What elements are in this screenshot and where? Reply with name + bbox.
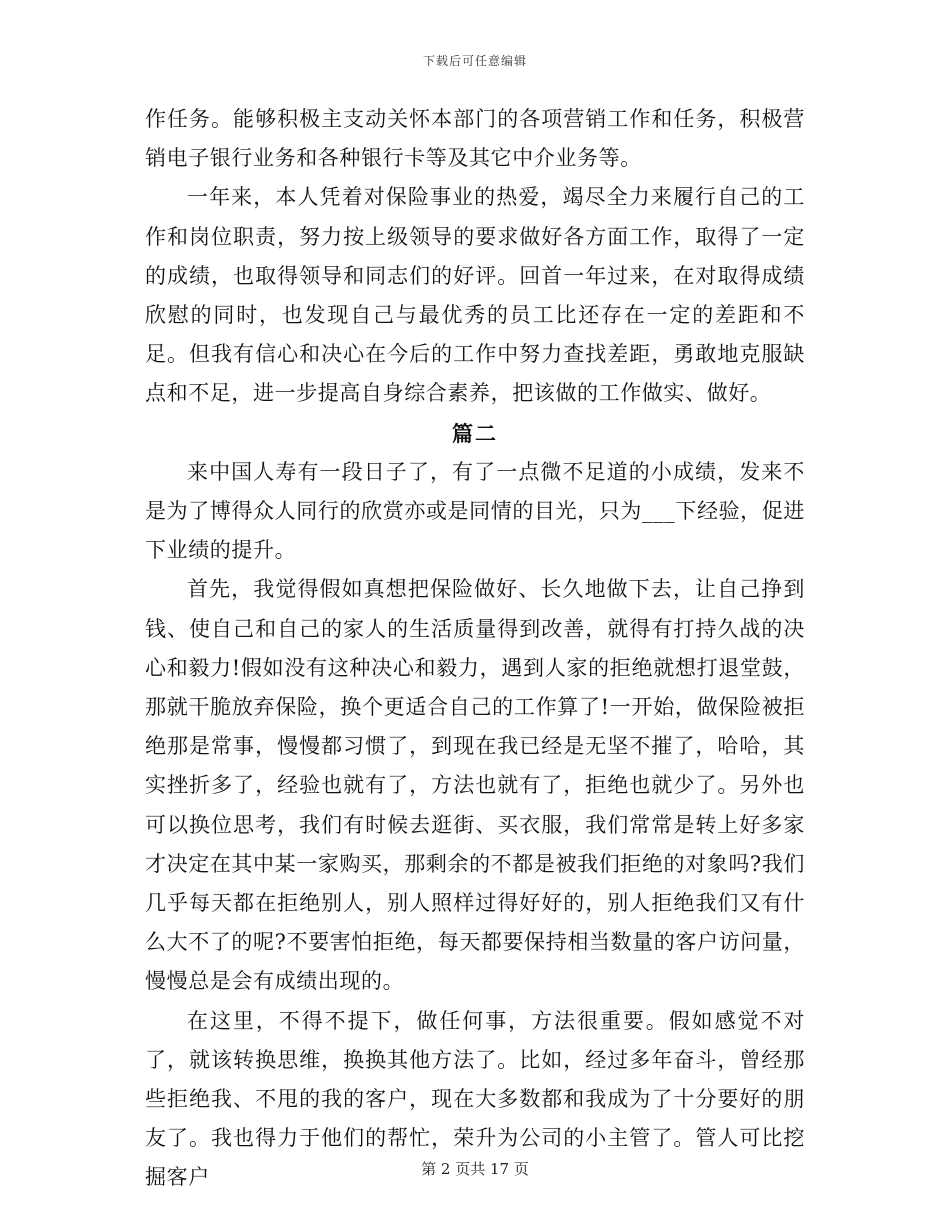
document-body — [145, 100, 805, 1198]
paragraph-3: 来中国人寿有一段日子了，有了一点微不足道的小成绩，发来不是为了博得众人同行的欣赏亦或是同情的目光，只为___下经验，促进下业绩的提升。 — [145, 459, 805, 563]
paragraph-1: 作任务。能够积极主支动关怀本部门的各项营销工作和任务，积极营销电子银行业务和各种银行卡等及其它中介业务等。 — [145, 107, 805, 171]
paragraph-2: 一年来，本人凭着对保险事业的热爱，竭尽全力来履行自己的工作和岗位职责，努力按上级领导的要求做好各方面工作，取得了一定的成绩，也取得领导和同志们的好评。回首一年过来，在对取得成绩欣慰的同时，也发现自己与最优秀的员工比还存在一定的差距和不足。但我有信心和决心在今后的工作中努力查找差距，勇敢地克服缺点和不足，进一步提高自身综合素养，把该做的工作做实、做好。 — [145, 185, 805, 406]
page-header: 下载后可任意编辑 — [422, 54, 527, 68]
section-title: 篇二 — [452, 420, 498, 446]
page-number: 第 2 页共 17 页 — [421, 1160, 529, 1178]
paragraph-5: 在这里，不得不提下，做任何事，方法很重要。假如感觉不对了，就该转换思维，换换其他方法了。比如，经过多年奋斗，曾经那些拒绝我、不甩的我的客户，现在大多数都和我成为了十分要好的朋友了。我也得力于他们的帮忙，荣升为公司的小主管了。管人可比挖掘客户 — [145, 1008, 805, 1190]
paragraph-4: 首先，我觉得假如真想把保险做好、长久地做下去，让自己挣到钱、使自己和自己的家人的生活质量得到改善，就得有打持久战的决心和毅力!假如没有这种决心和毅力，遇到人家的拒绝就想打退堂鼓，那就干脆放弃保险，换个更适合自己的工作算了!一开始，做保险被拒绝那是常事，慢慢都习惯了，到现在我已经是无坚不摧了，哈哈，其实挫折多了，经验也就有了，方法也就有了，拒绝也就少了。另外也可以换位思考，我们有时候去逛街、买衣服，我们常常是转上好多家才决定在其中某一家购买，那剩余的不都是被我们拒绝的对象吗?我们几乎每天都在拒绝别人，别人照样过得好好的，别人拒绝我们又有什么大不了的呢?不要害怕拒绝，每天都要保持相当数量的客户访问量，慢慢总是会有成绩出现的。 — [145, 577, 805, 994]
